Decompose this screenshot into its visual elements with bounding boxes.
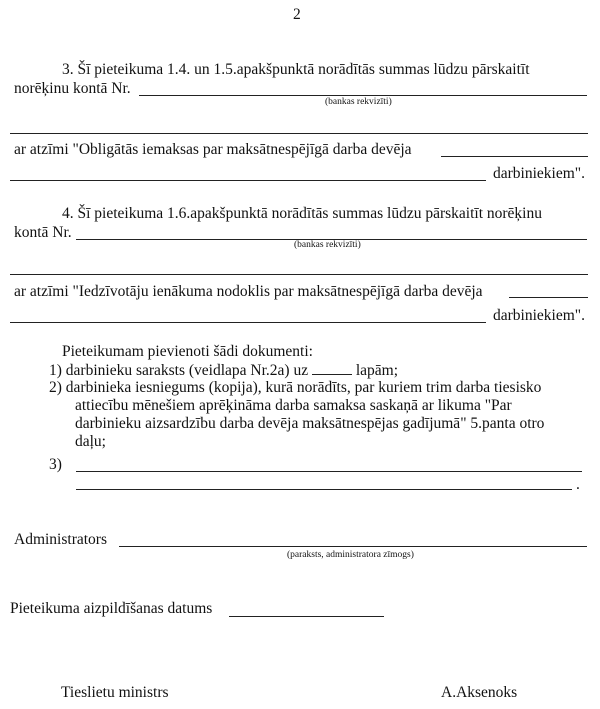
section4-caption: (bankas rekvizīti) bbox=[294, 240, 361, 250]
section3-note-prefix: ar atzīmi "Obligātās iemaksas par maksātnespējīgā darba devēja bbox=[14, 141, 412, 158]
attachment-item-1-suffix: lapām; bbox=[355, 362, 399, 379]
section4-note-suffix: darbiniekiem". bbox=[493, 307, 585, 324]
attachment-item-1-prefix: 1) darbinieku saraksts (veidlapa Nr.2a) uz bbox=[49, 362, 309, 379]
page-number: 2 bbox=[293, 6, 301, 23]
section3-caption: (bankas rekvizīti) bbox=[325, 97, 392, 107]
section4-employer-field-2[interactable] bbox=[10, 322, 486, 323]
administrator-signature-field[interactable] bbox=[119, 546, 587, 547]
attachments-intro: Pieteikumam pievienoti šādi dokumenti: bbox=[62, 343, 313, 360]
attachment-item-3-end: . bbox=[576, 476, 580, 493]
section3-line2-label: norēķinu kontā Nr. bbox=[14, 80, 131, 97]
section3-employer-field[interactable] bbox=[441, 156, 588, 157]
section4-line2-label: kontā Nr. bbox=[14, 224, 72, 241]
section3-bank-details-field[interactable] bbox=[10, 133, 588, 134]
attachment-item-3-field-2[interactable] bbox=[76, 489, 572, 490]
administrator-caption: (paraksts, administratora zīmogs) bbox=[287, 550, 414, 560]
attachment-item-1 bbox=[49, 361, 398, 380]
pages-count-field[interactable] bbox=[312, 361, 352, 375]
section3-employer-field-2[interactable] bbox=[10, 180, 486, 181]
administrator-label: Administrators bbox=[14, 531, 107, 548]
section3-note-suffix: darbiniekiem". bbox=[493, 165, 585, 182]
minister-name: A.Aksenoks bbox=[441, 684, 518, 701]
attachment-item-3-field[interactable] bbox=[76, 471, 582, 472]
section4-line1: 4. Šī pieteikuma 1.6.apakšpunktā norādītās summas lūdzu pārskaitīt norēķinu bbox=[62, 205, 542, 222]
section3-account-field[interactable] bbox=[139, 95, 587, 96]
attachment-item-2-line4: daļu; bbox=[75, 433, 106, 450]
date-label: Pieteikuma aizpildīšanas datums bbox=[10, 600, 213, 617]
attachment-item-3-label: 3) bbox=[49, 456, 62, 473]
date-field[interactable] bbox=[229, 616, 384, 617]
attachment-item-2-line2: attiecību mēnešiem aprēķināma darba samaksa saskaņā ar likuma "Par bbox=[75, 397, 512, 414]
attachment-item-2-line1: 2) darbinieka iesniegums (kopija), kurā norādīts, par kuriem trim darba tiesisko bbox=[49, 379, 542, 396]
section4-employer-field[interactable] bbox=[509, 297, 588, 298]
section3-line1: 3. Šī pieteikuma 1.4. un 1.5.apakšpunktā norādītās summas lūdzu pārskaitīt bbox=[62, 61, 530, 78]
section4-note-prefix: ar atzīmi "Iedzīvotāju ienākuma nodoklis par maksātnespējīgā darba devēja bbox=[14, 283, 483, 300]
minister-title: Tieslietu ministrs bbox=[61, 684, 169, 701]
section4-bank-details-field[interactable] bbox=[10, 274, 588, 275]
attachment-item-2-line3: darbinieku aizsardzību darba devēja maksātnespējas gadījumā" 5.panta otro bbox=[75, 415, 545, 432]
